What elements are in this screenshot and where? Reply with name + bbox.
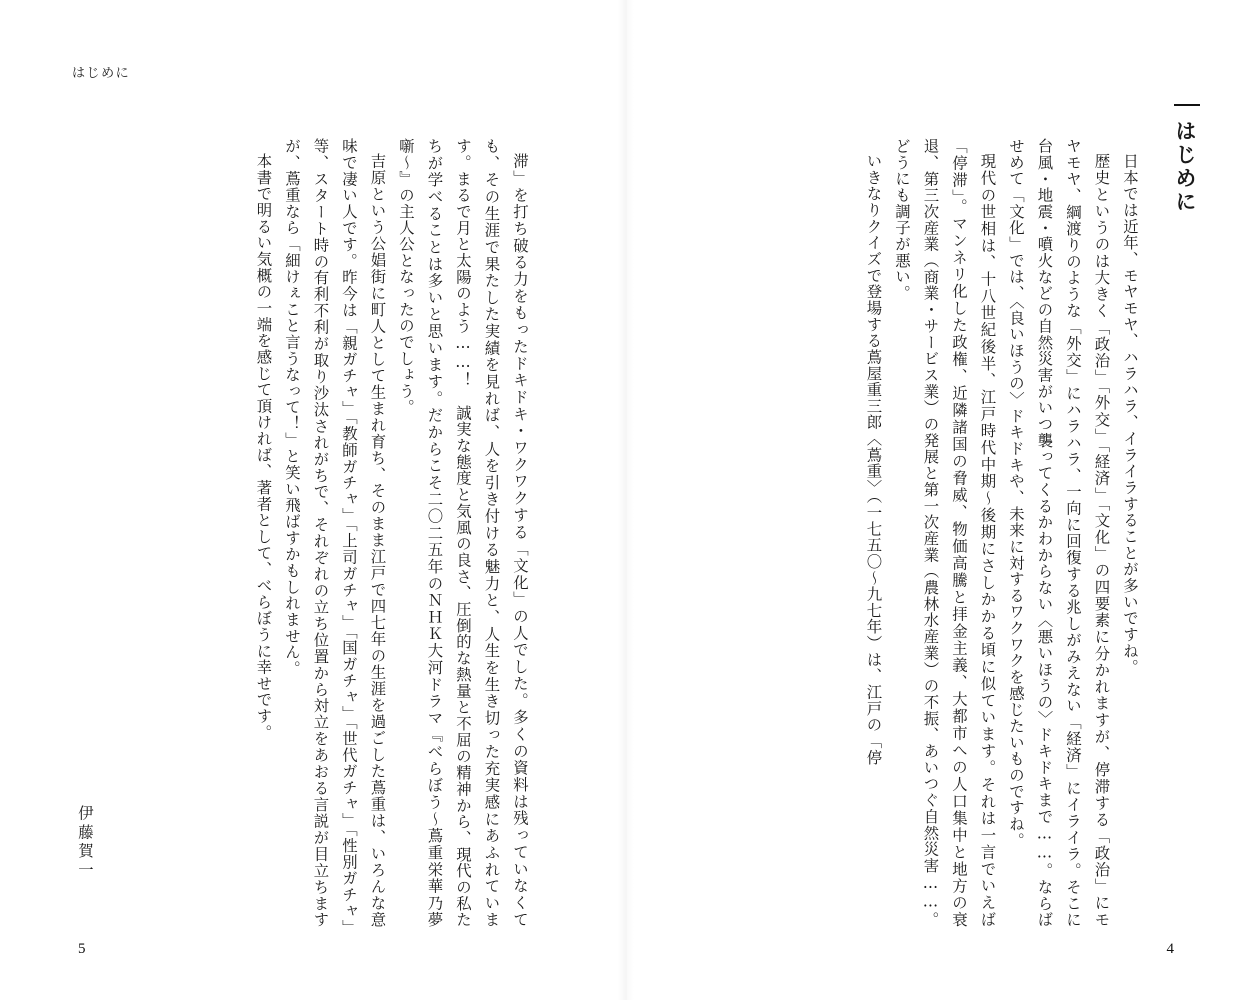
chapter-title: はじめに (1173, 120, 1197, 215)
running-head: はじめに (72, 66, 131, 81)
left-page-body (64, 138, 534, 928)
right-page-body (682, 138, 1144, 928)
paragraph: いきなりクイズで登場する蔦屋重三郎〈蔦重〉（一七五〇〜九七年）は、江戸の「停 (864, 153, 883, 767)
folio-right: 4 (1166, 941, 1174, 957)
paragraph: 歴史というのは大きく「政治」「外交」「経済」「文化」の四要素に分かれますが、停滞する「政治」にモヤモヤ、綱渡りのような「外交」にハラハラ、一向に回復する兆しがみえない「経済」にイライラ。そこに台風・地震・噴火などの自然災害がいつ襲ってくるかわからない〈悪いほうの〉ドキドキまで……。ならばせめて「文化」では、〈良いほうの〉ドキドキや、未来に対するワクワクを感じたいものですね。 (1007, 138, 1111, 928)
paragraph: 滞」を打ち破る力をもったドキドキ・ワクワクする「文化」の人でした。多くの資料は残っていなくても、その生涯で果たした実績を見れば、人を引き付ける魅力と、人生を生き切った充実感にあふれています。まるで月と太陽のよう……！ 誠実な態度と気風の良さ、圧倒的な熱量と不屈の精神から、現代の私たちが学べることは多いと思います。だからこそ二〇二五年のＮＨＫ大河ドラマ『べらぼう〜蔦重栄華乃夢噺〜』の主人公となったのでしょう。 (397, 138, 529, 928)
paragraph: 吉原という公娼街に町人として生まれ育ち、そのまま江戸で四七年の生涯を過ごした蔦重は、いろんな意味で凄い人です。昨今は「親ガチャ」「教師ガチャ」「上司ガチャ」「国ガチャ」「世代ガチャ」「性別ガチャ」等、スタート時の有利不利が取り沙汰されがちで、それぞれの立ち位置から対立をあおる言説が目立ちますが、蔦重なら「細けぇこと言うなって！」と笑い飛ばすかもしれません。 (283, 138, 387, 928)
chapter-title-rule (1174, 104, 1200, 106)
paragraph: 本書で明るい気概の一端を感じて頂ければ、著者として、べらぼうに幸せです。 (254, 153, 273, 742)
paragraph: 日本では近年、モヤモヤ、ハラハラ、イライラすることが多いですね。 (1121, 153, 1139, 676)
paragraph: 現代の世相は、十八世紀後半、江戸時代中期〜後期にさしかかる頃に似ています。それは一言でいえば「停滞」。マンネリ化した政権、近隣諸国の脅威、物価高騰と拝金主義、大都市への人口集中と地方の衰退、第三次産業（商業・サービス業）の発展と第一次産業（農林水産業）の不振、あいつぐ自然災害……。どうにも調子が悪い。 (893, 138, 997, 928)
author-signature: 伊藤賀一 (76, 804, 94, 880)
right-page (626, 0, 1252, 1000)
folio-left: 5 (78, 941, 86, 957)
